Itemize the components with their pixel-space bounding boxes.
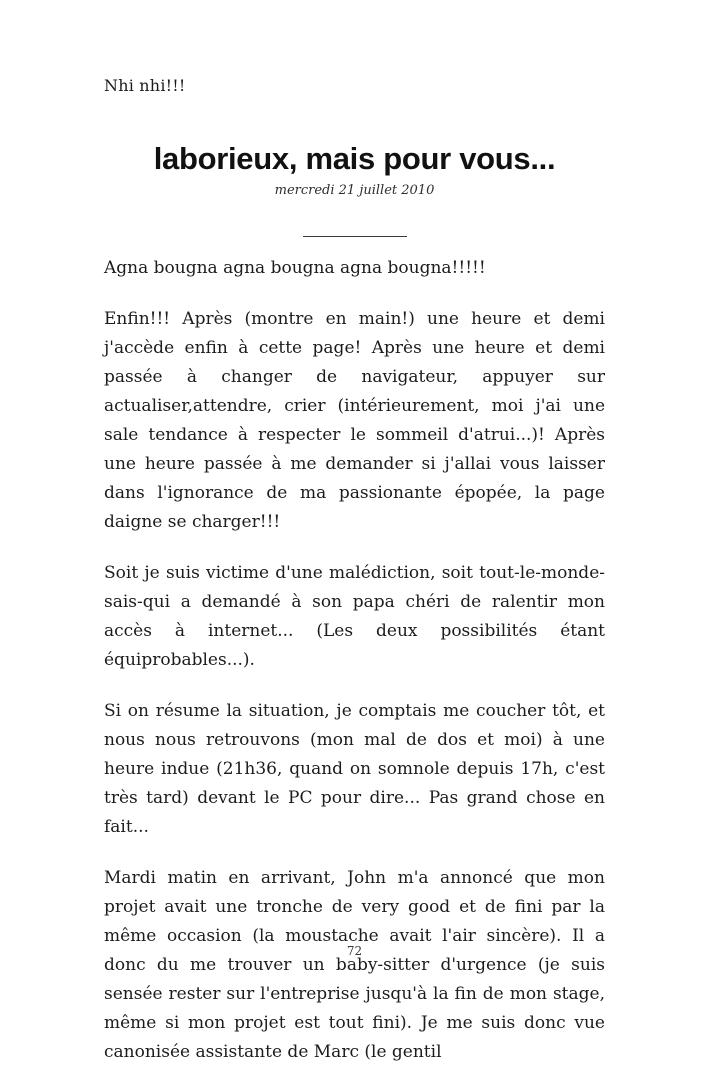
body-paragraph-2: Soit je suis victime d'une malédiction, soit tout-le-monde-sais-qui a demandé à son papa chéri de ralentir mon accès à internet... (Les deux possibilités étant équiprobables...).	[104, 563, 605, 670]
section-divider	[303, 236, 407, 237]
body-paragraph-1: Enfin!!! Après (montre en main!) une heure et demi j'accède enfin à cette page! Après une heure et demi passée à changer de navigateur, appuyer sur actualiser,attendre, crier (intérieurement, moi j'ai une sale tendance à respecter le sommeil d'atrui...)! Après une heure passée à me demander si j'allai vous laisser dans l'ignorance de ma passionante épopée, la page daigne se charger!!!	[104, 309, 605, 532]
post-date: mercredi 21 juillet 2010	[274, 183, 435, 198]
body-paragraph-3: Si on résume la situation, je comptais me coucher tôt, et nous nous retrouvons (mon mal de dos et moi) à une heure indue (21h36, quand on somnole depuis 17h, c'est très tard) devant le PC pour dire... Pas grand chose en fait...	[104, 701, 605, 837]
intro-line: Agna bougna agna bougna agna bougna!!!!!	[104, 258, 486, 278]
post-title: laborieux, mais pour vous...	[153, 141, 556, 176]
document-page	[104, 0, 605, 1062]
header-note: Nhi nhi!!!	[104, 76, 186, 95]
page-number: 72	[346, 944, 363, 958]
body-paragraph-4: Mardi matin en arrivant, John m'a annoncé que mon projet avait une tronche de very good et de fini par la même occasion (la moustache avait l'air sincère). Il a donc du me trouver un baby-sitter d'urgence (je suis sensée rester sur l'entreprise jusqu'à la fin de mon stage, même si mon projet est tout fini). Je me suis donc vue canonisée assistante de Marc (le gentil	[104, 868, 605, 1062]
